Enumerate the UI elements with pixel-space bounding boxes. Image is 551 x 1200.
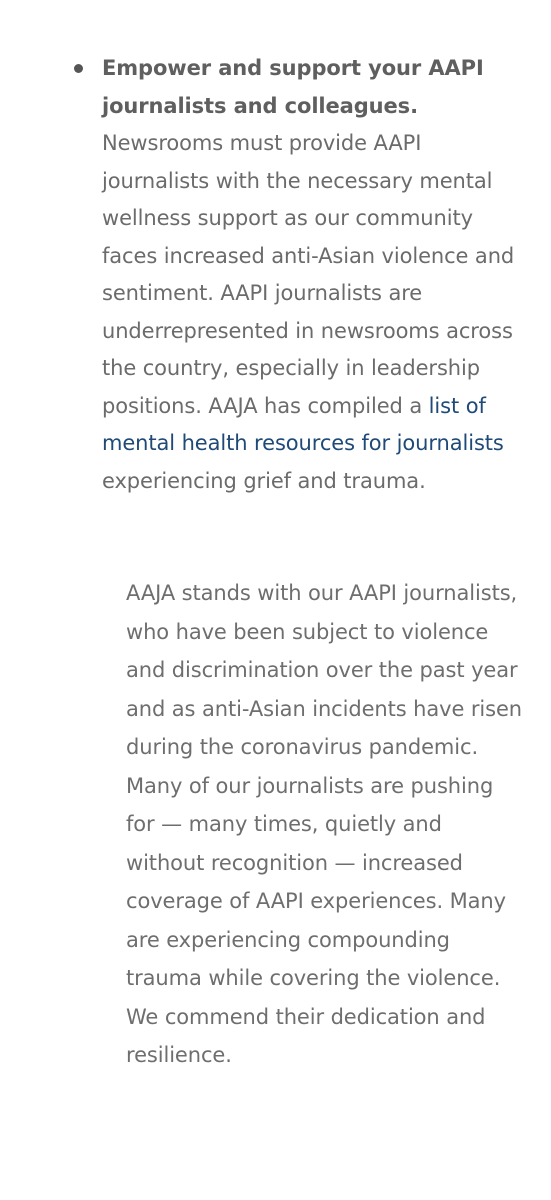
bullet-body-text-end: experiencing grief and trauma. bbox=[102, 468, 426, 493]
bullet-heading: Empower and support your AAPI journalists and colleagues. bbox=[102, 56, 484, 118]
bullet-list bbox=[0, 50, 551, 500]
blockquote: AAJA stands with our AAPI journalists, who have been subject to violence and discrimination over the past year and as anti-Asian incidents have risen during the coronavirus pandemic. Many of our journalists are pushing for — many times, quietly and without recognition — increased coverage of AAPI experiences. Many are experiencing compounding trauma while covering the violence. We commend their dedication and resilience. bbox=[126, 581, 523, 1067]
list-item bbox=[0, 50, 551, 500]
mental-health-resources-link[interactable]: list of mental health resources for journalists bbox=[102, 393, 504, 455]
bullet-dot-icon bbox=[74, 64, 83, 73]
bullet-body-text: Newsrooms must provide AAPI journalists with the necessary mental wellness support as our community faces increased anti-Asian violence and sentiment. AAPI journalists are underrepresented in newsrooms across the country, especially in leadership positions. AAJA has compiled a bbox=[102, 131, 515, 418]
